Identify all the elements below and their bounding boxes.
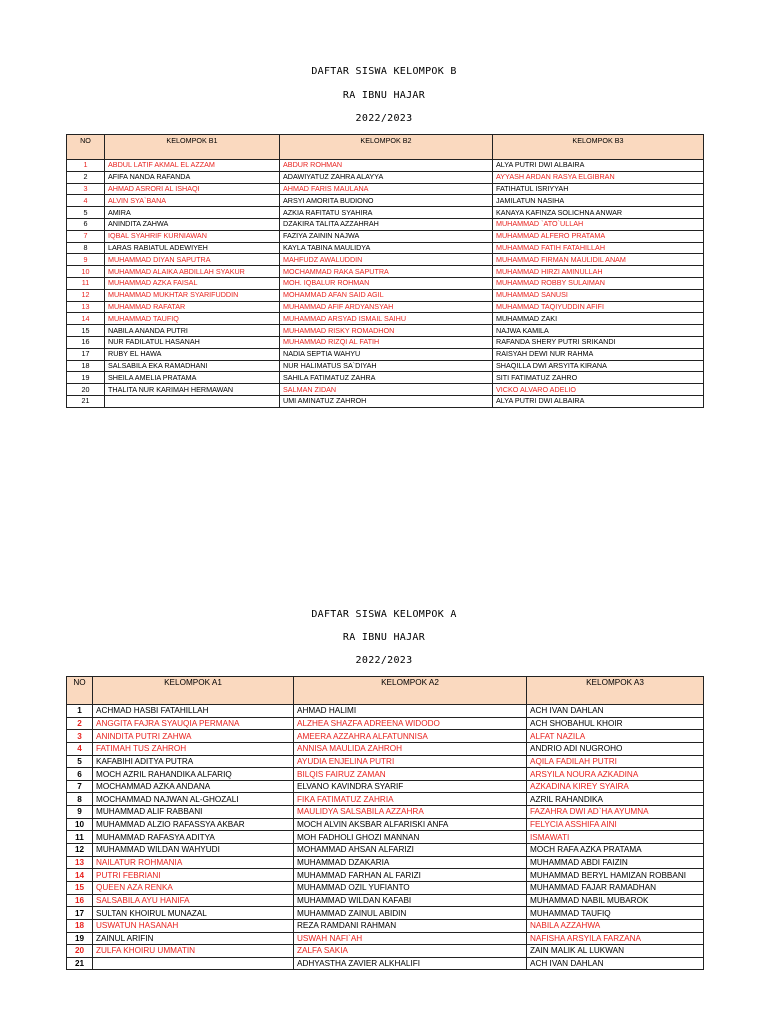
section-b-school: RA IBNU HAJAR: [342, 90, 426, 101]
group-1-name-cell: SHEILA AMELIA PRATAMA: [105, 372, 280, 384]
table-row: [67, 336, 704, 348]
group-1-name-cell: LARAS RABIATUL ADEWIYEH: [105, 242, 280, 254]
row-number-cell: 2: [67, 171, 105, 183]
group-3-name-cell: RAISYAH DEWI NUR RAHMA: [493, 348, 704, 360]
group-2-name-cell: MUHAMMAD RIZQI AL FATIH: [280, 336, 493, 348]
group-3-name-cell: MUHAMMAD FIRMAN MAULIDIL ANAM: [493, 254, 704, 266]
row-number-cell: 6: [67, 218, 105, 230]
group-2-name-cell: MOH FADHOLI GHOZI MANNAN: [294, 831, 527, 844]
group-2-name-cell: NUR HALIMATUS SA`DIYAH: [280, 360, 493, 372]
table-row: [67, 207, 704, 219]
group-3-name-cell: MUHAMMAD NABIL MUBAROK: [527, 894, 704, 907]
table-row: [67, 183, 704, 195]
group-1-name-cell: THALITA NUR KARIMAH HERMAWAN: [105, 384, 280, 396]
group-1-name-cell: [105, 395, 280, 407]
row-number-cell: 13: [67, 301, 105, 313]
row-number-cell: 10: [67, 818, 93, 831]
row-number-cell: 16: [67, 894, 93, 907]
row-number-cell: 3: [67, 183, 105, 195]
row-number-cell: 1: [67, 705, 93, 718]
group-3-name-cell: FAZAHRA DWI AD`HA AYUMNA: [527, 806, 704, 819]
table-row: [67, 266, 704, 278]
group-3-name-cell: SHAQILLA DWI ARSYITA KIRANA: [493, 360, 704, 372]
group-2-name-cell: MUHAMMAD WILDAN KAFABI: [294, 894, 527, 907]
table-row: [67, 195, 704, 207]
group-3-name-cell: MUHAMMAD FAJAR RAMADHAN: [527, 881, 704, 894]
group-3-name-cell: MUHAMMAD `ATO`ULLAH: [493, 218, 704, 230]
section-b-title: DAFTAR SISWA KELOMPOK B: [311, 66, 457, 77]
group-2-name-cell: MOHAMMAD AFAN SAID AGIL: [280, 289, 493, 301]
group-3-name-cell: MUHAMMAD ABDI FAIZIN: [527, 856, 704, 869]
table-row: [67, 384, 704, 396]
row-number-cell: 3: [67, 730, 93, 743]
section-a-table: [66, 676, 704, 970]
group-1-name-cell: ZULFA KHOIRU UMMATIN: [93, 945, 294, 958]
row-number-cell: 21: [67, 957, 93, 970]
group-2-name-cell: AYUDIA ENJELINA PUTRI: [294, 755, 527, 768]
group-1-name-cell: ABDUL LATIF AKMAL EL AZZAM: [105, 160, 280, 172]
group-1-name-cell: USWATUN HASANAH: [93, 919, 294, 932]
row-number-cell: 13: [67, 856, 93, 869]
group-1-name-cell: SALSABILA EKA RAMADHANI: [105, 360, 280, 372]
table-row: [67, 395, 704, 407]
group-2-name-cell: MUHAMMAD AFIF ARDYANSYAH: [280, 301, 493, 313]
table-row: [67, 301, 704, 313]
group-1-name-cell: MUHAMMAD RAFATAR: [105, 301, 280, 313]
group-3-name-cell: MUHAMMAD FATIH FATAHILLAH: [493, 242, 704, 254]
group-3-name-cell: ALFAT NAZILA: [527, 730, 704, 743]
row-number-cell: 5: [67, 207, 105, 219]
header-kelompok-a2: KELOMPOK A2: [294, 677, 527, 705]
group-3-name-cell: MUHAMMAD TAUFIQ: [527, 907, 704, 920]
group-2-name-cell: MUHAMMAD ZAINUL ABIDIN: [294, 907, 527, 920]
row-number-cell: 15: [67, 325, 105, 337]
row-number-cell: 14: [67, 869, 93, 882]
group-1-name-cell: FATIMAH TUS ZAHROH: [93, 742, 294, 755]
header-kelompok-b1: KELOMPOK B1: [105, 135, 280, 160]
row-number-cell: 12: [67, 844, 93, 857]
row-number-cell: 8: [67, 793, 93, 806]
group-2-name-cell: ARSYI AMORITA BUDIONO: [280, 195, 493, 207]
group-3-name-cell: VICKO ALVARO ADELIO: [493, 384, 704, 396]
group-2-name-cell: MUHAMMAD RISKY ROMADHON: [280, 325, 493, 337]
section-b-year: 2022/2023: [355, 113, 413, 124]
table-row: [67, 372, 704, 384]
row-number-cell: 20: [67, 384, 105, 396]
group-2-name-cell: AHMAD FARIS MAULANA: [280, 183, 493, 195]
group-2-name-cell: AMEERA AZZAHRA ALFATUNNISA: [294, 730, 527, 743]
group-1-name-cell: MUHAMMAD ALIF RABBANI: [93, 806, 294, 819]
group-1-name-cell: QUEEN AZA RENKA: [93, 881, 294, 894]
group-1-name-cell: ANGGITA FAJRA SYAUQIA PERMANA: [93, 717, 294, 730]
table-row: [67, 171, 704, 183]
group-3-name-cell: NAFISHA ARSYILA FARZANA: [527, 932, 704, 945]
group-3-name-cell: MUHAMMAD ROBBY SULAIMAN: [493, 277, 704, 289]
table-row: [67, 230, 704, 242]
row-number-cell: 17: [67, 907, 93, 920]
table-row: [67, 780, 704, 793]
group-2-name-cell: MUHAMMAD FARHAN AL FARIZI: [294, 869, 527, 882]
row-number-cell: 18: [67, 360, 105, 372]
row-number-cell: 7: [67, 230, 105, 242]
group-2-name-cell: ALZHEA SHAZFA ADREENA WIDODO: [294, 717, 527, 730]
row-number-cell: 14: [67, 313, 105, 325]
table-row: [67, 289, 704, 301]
group-1-name-cell: NABILA ANANDA PUTRI: [105, 325, 280, 337]
header-no: NO: [67, 135, 105, 160]
group-2-name-cell: MOCH ALVIN AKSBAR ALFARISKI ANFA: [294, 818, 527, 831]
group-1-name-cell: ALVIN SYA`BANA: [105, 195, 280, 207]
table-row: [67, 806, 704, 819]
group-1-name-cell: ANINDITA PUTRI ZAHWA: [93, 730, 294, 743]
table-row: [67, 755, 704, 768]
group-1-name-cell: ZAINUL ARIFIN: [93, 932, 294, 945]
row-number-cell: 5: [67, 755, 93, 768]
header-kelompok-b2: KELOMPOK B2: [280, 135, 493, 160]
table-row: [67, 881, 704, 894]
group-1-name-cell: MUHAMMAD WILDAN WAHYUDI: [93, 844, 294, 857]
group-3-name-cell: ACH IVAN DAHLAN: [527, 705, 704, 718]
group-3-name-cell: ALYA PUTRI DWI ALBAIRA: [493, 160, 704, 172]
table-row: [67, 160, 704, 172]
group-1-name-cell: ANINDITA ZAHWA: [105, 218, 280, 230]
group-2-name-cell: MUHAMMAD DZAKARIA: [294, 856, 527, 869]
group-3-name-cell: ALYA PUTRI DWI ALBAIRA: [493, 395, 704, 407]
group-2-name-cell: MUHAMMAD OZIL YUFIANTO: [294, 881, 527, 894]
group-3-name-cell: ACH SHOBAHUL KHOIR: [527, 717, 704, 730]
group-1-name-cell: RUBY EL HAWA: [105, 348, 280, 360]
group-3-name-cell: MUHAMMAD ALFERO PRATAMA: [493, 230, 704, 242]
table-row: [67, 277, 704, 289]
group-3-name-cell: AYYASH ARDAN RASYA ELGIBRAN: [493, 171, 704, 183]
group-1-name-cell: AFIFA NANDA RAFANDA: [105, 171, 280, 183]
table-row: [67, 360, 704, 372]
group-3-name-cell: MOCH RAFA AZKA PRATAMA: [527, 844, 704, 857]
group-2-name-cell: FAZIYA ZAININ NAJWA: [280, 230, 493, 242]
group-1-name-cell: MUHAMMAD AZKA FAISAL: [105, 277, 280, 289]
group-2-name-cell: FIKA FATIMATUZ ZAHRIA: [294, 793, 527, 806]
group-3-name-cell: JAMILATUN NASIHA: [493, 195, 704, 207]
group-2-name-cell: ELVANO KAVINDRA SYARIF: [294, 780, 527, 793]
table-row: [67, 254, 704, 266]
group-2-name-cell: MOHAMMAD AHSAN ALFARIZI: [294, 844, 527, 857]
table-row: [67, 894, 704, 907]
group-3-name-cell: ZAIN MALIK AL LUKWAN: [527, 945, 704, 958]
group-2-name-cell: MOH. IQBALUR ROHMAN: [280, 277, 493, 289]
group-3-name-cell: ACH IVAN DAHLAN: [527, 957, 704, 970]
group-2-name-cell: ZALFA SAKIA: [294, 945, 527, 958]
group-1-name-cell: SALSABILA AYU HANIFA: [93, 894, 294, 907]
row-number-cell: 11: [67, 831, 93, 844]
table-row: [67, 831, 704, 844]
group-1-name-cell: ACHMAD HASBI FATAHILLAH: [93, 705, 294, 718]
group-1-name-cell: MUHAMMAD MUKHTAR SYARIFUDDIN: [105, 289, 280, 301]
table-row: [67, 907, 704, 920]
group-3-name-cell: ARSYILA NOURA AZKADINA: [527, 768, 704, 781]
row-number-cell: 6: [67, 768, 93, 781]
header-no: NO: [67, 677, 93, 705]
group-2-name-cell: USWAH NAFI`AH: [294, 932, 527, 945]
group-1-name-cell: MOCHAMMAD AZKA ANDANA: [93, 780, 294, 793]
header-kelompok-a1: KELOMPOK A1: [93, 677, 294, 705]
group-2-name-cell: REZA RAMDANI RAHMAN: [294, 919, 527, 932]
row-number-cell: 15: [67, 881, 93, 894]
group-3-name-cell: MUHAMMAD TAQIYUDDIN AFIFI: [493, 301, 704, 313]
row-number-cell: 16: [67, 336, 105, 348]
group-3-name-cell: NABILA AZZAHWA: [527, 919, 704, 932]
row-number-cell: 4: [67, 195, 105, 207]
group-1-name-cell: NAILATUR ROHMANIA: [93, 856, 294, 869]
section-a-school: RA IBNU HAJAR: [342, 632, 426, 643]
group-2-name-cell: ADHYASTHA ZAVIER ALKHALIFI: [294, 957, 527, 970]
group-2-name-cell: MAHFUDZ AWALUDDIN: [280, 254, 493, 266]
table-row: [67, 869, 704, 882]
header-kelompok-b3: KELOMPOK B3: [493, 135, 704, 160]
group-2-name-cell: MUHAMMAD ARSYAD ISMAIL SAIHU: [280, 313, 493, 325]
group-3-name-cell: MUHAMMAD HIRZI AMINULLAH: [493, 266, 704, 278]
group-2-name-cell: MAULIDYA SALSABILA AZZAHRA: [294, 806, 527, 819]
table-row: [67, 932, 704, 945]
group-1-name-cell: MUHAMMAD TAUFIQ: [105, 313, 280, 325]
group-3-name-cell: FELYCIA ASSHIFA AINI: [527, 818, 704, 831]
group-3-name-cell: AZKADINA KIREY SYAIRA: [527, 780, 704, 793]
group-1-name-cell: MUHAMMAD RAFASYA ADITYA: [93, 831, 294, 844]
table-row: [67, 218, 704, 230]
table-row: [67, 242, 704, 254]
row-number-cell: 4: [67, 742, 93, 755]
group-2-name-cell: BILQIS FAIRUZ ZAMAN: [294, 768, 527, 781]
group-1-name-cell: PUTRI FEBRIANI: [93, 869, 294, 882]
group-3-name-cell: MUHAMMAD BERYL HAMIZAN ROBBANI: [527, 869, 704, 882]
table-row: [67, 919, 704, 932]
table-row: [67, 705, 704, 718]
group-1-name-cell: MUHAMMAD ALAIKA ABDILLAH SYAKUR: [105, 266, 280, 278]
table-header-row: [67, 135, 704, 160]
group-3-name-cell: RAFANDA SHERY PUTRI SRIKANDI: [493, 336, 704, 348]
group-1-name-cell: MOCHAMMAD NAJWAN AL-GHOZALI: [93, 793, 294, 806]
row-number-cell: 9: [67, 806, 93, 819]
group-2-name-cell: SALMAN ZIDAN: [280, 384, 493, 396]
group-3-name-cell: MUHAMMAD ZAKI: [493, 313, 704, 325]
group-3-name-cell: ANDRIO ADI NUGROHO: [527, 742, 704, 755]
section-b-table: [66, 134, 704, 408]
group-3-name-cell: NAJWA KAMILA: [493, 325, 704, 337]
table-row: [67, 325, 704, 337]
row-number-cell: 12: [67, 289, 105, 301]
table-row: [67, 793, 704, 806]
group-2-name-cell: ABDUR ROHMAN: [280, 160, 493, 172]
row-number-cell: 2: [67, 717, 93, 730]
row-number-cell: 8: [67, 242, 105, 254]
section-a-year: 2022/2023: [355, 655, 413, 666]
table-row: [67, 348, 704, 360]
row-number-cell: 10: [67, 266, 105, 278]
group-3-name-cell: AZRIL RAHANDIKA: [527, 793, 704, 806]
group-1-name-cell: IQBAL SYAHRIF KURNIAWAN: [105, 230, 280, 242]
group-2-name-cell: AZKIA RAFITATU SYAHIRA: [280, 207, 493, 219]
group-1-name-cell: MUHAMMAD ALZIO RAFASSYA AKBAR: [93, 818, 294, 831]
row-number-cell: 19: [67, 372, 105, 384]
group-2-name-cell: UMI AMINATUZ ZAHROH: [280, 395, 493, 407]
table-row: [67, 730, 704, 743]
group-1-name-cell: NUR FADILATUL HASANAH: [105, 336, 280, 348]
row-number-cell: 21: [67, 395, 105, 407]
table-row: [67, 957, 704, 970]
table-row: [67, 945, 704, 958]
group-3-name-cell: FATIHATUL ISRIYYAH: [493, 183, 704, 195]
table-header-row: [67, 677, 704, 705]
table-row: [67, 856, 704, 869]
row-number-cell: 18: [67, 919, 93, 932]
row-number-cell: 20: [67, 945, 93, 958]
group-2-name-cell: NADIA SEPTIA WAHYU: [280, 348, 493, 360]
group-3-name-cell: MUHAMMAD SANUSI: [493, 289, 704, 301]
group-1-name-cell: AHMAD ASRORI AL ISHAQI: [105, 183, 280, 195]
header-kelompok-a3: KELOMPOK A3: [527, 677, 704, 705]
group-3-name-cell: SITI FATIMATUZ ZAHRO: [493, 372, 704, 384]
row-number-cell: 9: [67, 254, 105, 266]
section-a-title: DAFTAR SISWA KELOMPOK A: [311, 609, 457, 620]
table-row: [67, 768, 704, 781]
group-1-name-cell: MOCH AZRIL RAHANDIKA ALFARIQ: [93, 768, 294, 781]
group-2-name-cell: MOCHAMMAD RAKA SAPUTRA: [280, 266, 493, 278]
group-1-name-cell: SULTAN KHOIRUL MUNAZAL: [93, 907, 294, 920]
table-row: [67, 742, 704, 755]
table-row: [67, 818, 704, 831]
group-3-name-cell: KANAYA KAFINZA SOLICHNA ANWAR: [493, 207, 704, 219]
group-2-name-cell: DZAKIRA TALITA AZZAHRAH: [280, 218, 493, 230]
table-row: [67, 717, 704, 730]
group-2-name-cell: AHMAD HALIMI: [294, 705, 527, 718]
row-number-cell: 19: [67, 932, 93, 945]
group-2-name-cell: ANNISA MAULIDA ZAHROH: [294, 742, 527, 755]
table-row: [67, 313, 704, 325]
group-1-name-cell: AMIRA: [105, 207, 280, 219]
group-3-name-cell: AQILA FADILAH PUTRI: [527, 755, 704, 768]
row-number-cell: 7: [67, 780, 93, 793]
row-number-cell: 1: [67, 160, 105, 172]
row-number-cell: 11: [67, 277, 105, 289]
group-1-name-cell: KAFABIHI ADITYA PUTRA: [93, 755, 294, 768]
group-2-name-cell: SAHILA FATIMATUZ ZAHRA: [280, 372, 493, 384]
row-number-cell: 17: [67, 348, 105, 360]
group-2-name-cell: ADAWIYATUZ ZAHRA ALAYYA: [280, 171, 493, 183]
table-row: [67, 844, 704, 857]
group-2-name-cell: KAYLA TABINA MAULIDYA: [280, 242, 493, 254]
group-1-name-cell: [93, 957, 294, 970]
group-3-name-cell: ISMAWATI: [527, 831, 704, 844]
group-1-name-cell: MUHAMMAD DIYAN SAPUTRA: [105, 254, 280, 266]
